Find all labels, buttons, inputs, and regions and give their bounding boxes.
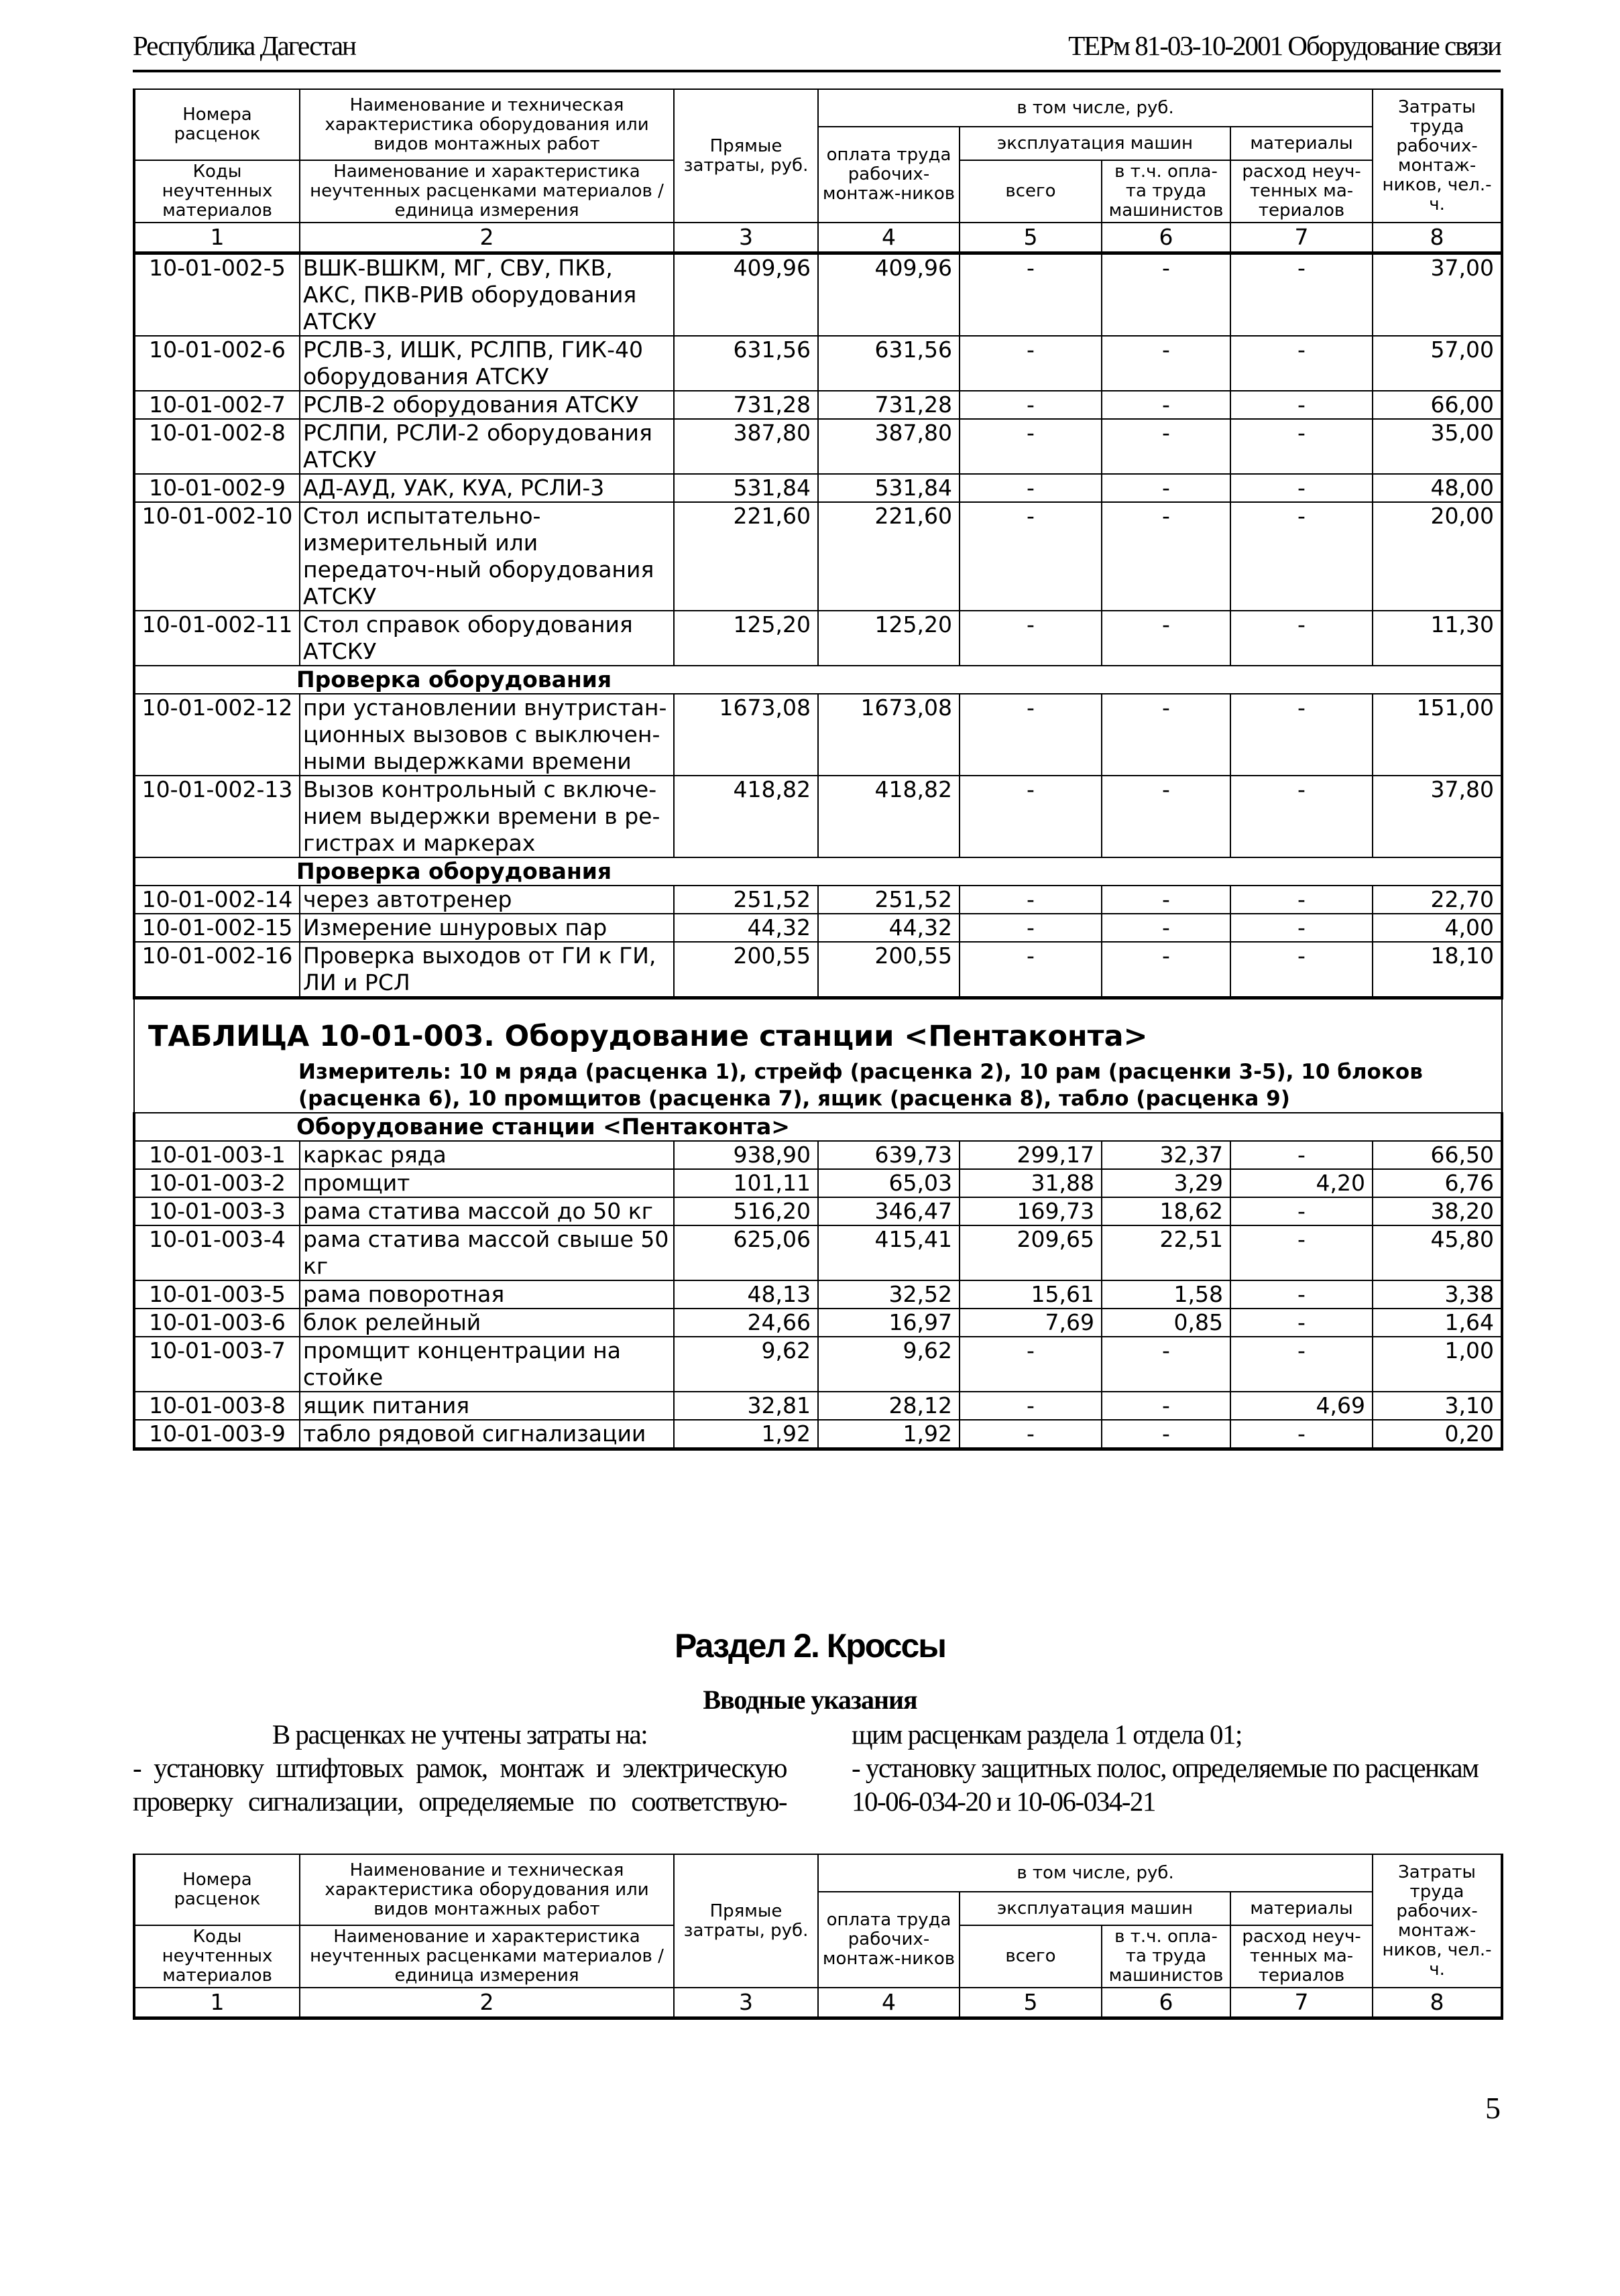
meter-label: Измеритель:: [298, 1060, 451, 1084]
labor-cost: 639,73: [818, 1141, 960, 1169]
direct-cost: 938,90: [674, 1141, 818, 1169]
direct-cost: 387,80: [674, 419, 818, 474]
materials-cost: -: [1230, 942, 1373, 998]
direct-cost: 221,60: [674, 502, 818, 611]
table-row: [134, 942, 1502, 998]
machine-labor-cost: 0,85: [1102, 1309, 1230, 1337]
labor-cost: 631,56: [818, 336, 960, 391]
table-row: [134, 1225, 1502, 1280]
labor-hours: 66,50: [1373, 1141, 1502, 1169]
machine-labor-cost: 22,51: [1102, 1225, 1230, 1280]
direct-cost: 24,66: [674, 1309, 818, 1337]
work-name: РСЛВ-3, ИШК, РСЛПВ, ГИК-40 оборудования АТСКУ: [300, 336, 674, 391]
column-number: 4: [818, 1988, 960, 2018]
labor-hours: 4,00: [1373, 914, 1502, 942]
work-name: ВШК-ВШКМ, МГ, СВУ, ПКВ, АКС, ПКВ-РИВ оборудования АТСКУ: [300, 253, 674, 337]
materials-cost: -: [1230, 1141, 1373, 1169]
table-row: [134, 253, 1502, 337]
machine-labor-cost: -: [1102, 914, 1230, 942]
materials-cost: -: [1230, 776, 1373, 857]
column-numbers-row: [134, 1988, 1502, 2018]
work-name: при установлении внутристан-ционных вызовов с выключен-ными выдержками времени: [300, 694, 674, 776]
column-number: 7: [1230, 1988, 1373, 2018]
machine-cost: -: [960, 942, 1102, 998]
machine-cost: -: [960, 1337, 1102, 1392]
machine-cost: 31,88: [960, 1169, 1102, 1197]
machine-cost: -: [960, 1420, 1102, 1449]
rates-table: [133, 88, 1503, 1451]
rate-code: 10-01-002-16: [134, 942, 300, 998]
machine-labor-cost: -: [1102, 694, 1230, 776]
labor-cost: 731,28: [818, 391, 960, 419]
direct-cost: 531,84: [674, 474, 818, 502]
machine-labor-cost: -: [1102, 1392, 1230, 1420]
labor-hours: 1,00: [1373, 1337, 1502, 1392]
machine-labor-cost: -: [1102, 942, 1230, 998]
direct-cost: 516,20: [674, 1197, 818, 1225]
rate-code: 10-01-003-4: [134, 1225, 300, 1280]
table-title: ТАБЛИЦА 10-01-003. Оборудование станции <Пентаконта>: [134, 998, 1502, 1059]
direct-cost: 631,56: [674, 336, 818, 391]
header-labor: оплата труда рабочих-монтаж-ников: [818, 127, 960, 223]
materials-cost: -: [1230, 1337, 1373, 1392]
table-row: [134, 474, 1502, 502]
machine-labor-cost: -: [1102, 419, 1230, 474]
page-number: 5: [1485, 2091, 1501, 2125]
labor-hours: 57,00: [1373, 336, 1502, 391]
column-number: 8: [1373, 223, 1502, 253]
column-number: 6: [1102, 223, 1230, 253]
crosses-table-header: [133, 1854, 1503, 2020]
subheading: Проверка оборудования: [134, 857, 1502, 886]
header-direct: Прямые затраты, руб.: [674, 1854, 818, 1988]
labor-cost: 32,52: [818, 1280, 960, 1309]
subheading-row: [134, 857, 1502, 886]
rate-code: 10-01-002-8: [134, 419, 300, 474]
work-name: ящик питания: [300, 1392, 674, 1420]
work-name: АД-АУД, УАК, КУА, РСЛИ-3: [300, 474, 674, 502]
header-codes-top: Номера расценок: [134, 1854, 300, 1925]
labor-hours: 37,00: [1373, 253, 1502, 337]
column-number: 1: [134, 223, 300, 253]
section-title: Раздел 2. Кроссы: [674, 1627, 945, 1665]
materials-cost: -: [1230, 1225, 1373, 1280]
table-row: [134, 1141, 1502, 1169]
work-name: Стол испытательно-измерительный или передаточ-ный оборудования АТСКУ: [300, 502, 674, 611]
header-materials: материалы: [1230, 1892, 1373, 1925]
header-materials-use: расход неуч-тенных ма-териалов: [1230, 160, 1373, 223]
materials-cost: 4,69: [1230, 1392, 1373, 1420]
header-codes-bottom: Коды неучтенных материалов: [134, 160, 300, 223]
work-name: табло рядовой сигнализации: [300, 1420, 674, 1449]
machine-cost: -: [960, 474, 1102, 502]
machine-cost: -: [960, 776, 1102, 857]
direct-cost: 1673,08: [674, 694, 818, 776]
column-number: 3: [674, 1988, 818, 2018]
direct-cost: 9,62: [674, 1337, 818, 1392]
header-materials-use: расход неуч-тенных ма-териалов: [1230, 1925, 1373, 1988]
machine-cost: -: [960, 253, 1102, 337]
table-row: [134, 1420, 1502, 1449]
labor-hours: 66,00: [1373, 391, 1502, 419]
table-row: [134, 1197, 1502, 1225]
direct-cost: 418,82: [674, 776, 818, 857]
labor-cost: 418,82: [818, 776, 960, 857]
machine-cost: -: [960, 502, 1102, 611]
header-hours: Затраты труда рабочих-монтаж-ников, чел.-ч.: [1373, 89, 1502, 223]
rate-code: 10-01-002-14: [134, 886, 300, 914]
machine-labor-cost: -: [1102, 336, 1230, 391]
machine-cost: -: [960, 1392, 1102, 1420]
materials-cost: -: [1230, 1420, 1373, 1449]
table-row: [134, 1337, 1502, 1392]
machine-labor-cost: 1,58: [1102, 1280, 1230, 1309]
work-name: Проверка выходов от ГИ к ГИ, ЛИ и РСЛ: [300, 942, 674, 998]
header-name-bottom: Наименование и характеристика неучтенных расценками материалов / единица измерения: [300, 1925, 674, 1988]
labor-hours: 6,76: [1373, 1169, 1502, 1197]
rate-code: 10-01-002-15: [134, 914, 300, 942]
machine-labor-cost: -: [1102, 1337, 1230, 1392]
rate-code: 10-01-002-9: [134, 474, 300, 502]
rate-code: 10-01-002-7: [134, 391, 300, 419]
column-number: 5: [960, 223, 1102, 253]
labor-cost: 251,52: [818, 886, 960, 914]
work-name: рама поворотная: [300, 1280, 674, 1309]
rate-code: 10-01-002-11: [134, 611, 300, 666]
table-row: [134, 914, 1502, 942]
table-row: [134, 776, 1502, 857]
direct-cost: 625,06: [674, 1225, 818, 1280]
machine-labor-cost: -: [1102, 474, 1230, 502]
labor-cost: 531,84: [818, 474, 960, 502]
rate-code: 10-01-003-1: [134, 1141, 300, 1169]
labor-cost: 221,60: [818, 502, 960, 611]
column-number: 2: [300, 223, 674, 253]
intro-left-column: [133, 1717, 787, 1818]
subheading: Проверка оборудования: [134, 666, 1502, 694]
running-header: [133, 29, 1501, 72]
labor-hours: 37,80: [1373, 776, 1502, 857]
machine-labor-cost: -: [1102, 611, 1230, 666]
machine-cost: 169,73: [960, 1197, 1102, 1225]
machine-labor-cost: 18,62: [1102, 1197, 1230, 1225]
work-name: блок релейный: [300, 1309, 674, 1337]
machine-cost: -: [960, 694, 1102, 776]
work-name: рама статива массой свыше 50 кг: [300, 1225, 674, 1280]
header-name-top: Наименование и техническая характеристика оборудования или видов монтажных работ: [300, 1854, 674, 1925]
direct-cost: 1,92: [674, 1420, 818, 1449]
table-row: [134, 611, 1502, 666]
machine-labor-cost: -: [1102, 1420, 1230, 1449]
header-codes-bottom: Коды неучтенных материалов: [134, 1925, 300, 1988]
materials-cost: -: [1230, 391, 1373, 419]
rate-code: 10-01-003-6: [134, 1309, 300, 1337]
intro-title: Вводные указания: [703, 1685, 917, 1715]
materials-cost: -: [1230, 1309, 1373, 1337]
machine-labor-cost: -: [1102, 776, 1230, 857]
direct-cost: 32,81: [674, 1392, 818, 1420]
table-row: [134, 1392, 1502, 1420]
work-name: промщит: [300, 1169, 674, 1197]
labor-cost: 1,92: [818, 1420, 960, 1449]
materials-cost: -: [1230, 886, 1373, 914]
rate-code: 10-01-002-12: [134, 694, 300, 776]
intro-right-column: [838, 1717, 1502, 1818]
rate-code: 10-01-003-9: [134, 1420, 300, 1449]
intro-paragraph: - установку штифтовых рамок, монтаж и электрическую проверку сигнализации, определяемые по соответствую-: [133, 1752, 787, 1817]
labor-hours: 22,70: [1373, 886, 1502, 914]
table-row: [134, 419, 1502, 474]
labor-hours: 3,38: [1373, 1280, 1502, 1309]
intro-paragraph: щим расценкам раздела 1 отдела 01;: [852, 1719, 1242, 1750]
materials-cost: -: [1230, 474, 1373, 502]
materials-cost: -: [1230, 611, 1373, 666]
materials-cost: -: [1230, 419, 1373, 474]
labor-hours: 151,00: [1373, 694, 1502, 776]
materials-cost: 4,20: [1230, 1169, 1373, 1197]
machine-labor-cost: -: [1102, 253, 1230, 337]
rate-code: 10-01-002-10: [134, 502, 300, 611]
intro-paragraph: - установку защитных полос, определяемые по расценкам 10-06-034-20 и 10-06-034-21: [852, 1752, 1479, 1817]
table-row: [134, 1169, 1502, 1197]
work-name: через автотренер: [300, 886, 674, 914]
intro-paragraph: В расценках не учтены затраты на:: [272, 1719, 648, 1750]
rate-code: 10-01-003-7: [134, 1337, 300, 1392]
machine-labor-cost: -: [1102, 502, 1230, 611]
machine-cost: -: [960, 336, 1102, 391]
materials-cost: -: [1230, 694, 1373, 776]
labor-hours: 18,10: [1373, 942, 1502, 998]
labor-cost: 409,96: [818, 253, 960, 337]
direct-cost: 101,11: [674, 1169, 818, 1197]
rate-code: 10-01-002-5: [134, 253, 300, 337]
table-title-row: [134, 998, 1502, 1059]
machine-cost: -: [960, 886, 1102, 914]
work-name: рама статива массой до 50 кг: [300, 1197, 674, 1225]
direct-cost: 731,28: [674, 391, 818, 419]
header-hours: Затраты труда рабочих-монтаж-ников, чел.-ч.: [1373, 1854, 1502, 1988]
header-materials: материалы: [1230, 127, 1373, 160]
direct-cost: 409,96: [674, 253, 818, 337]
table-row: [134, 694, 1502, 776]
subheading: Оборудование станции <Пентаконта>: [134, 1113, 1502, 1141]
header-mach-total: всего: [960, 160, 1102, 223]
machine-labor-cost: -: [1102, 886, 1230, 914]
rate-code: 10-01-002-13: [134, 776, 300, 857]
work-name: Стол справок оборудования АТСКУ: [300, 611, 674, 666]
column-number: 2: [300, 1988, 674, 2018]
labor-cost: 200,55: [818, 942, 960, 998]
table-row: [134, 336, 1502, 391]
table-row: [134, 1280, 1502, 1309]
materials-cost: -: [1230, 253, 1373, 337]
rate-code: 10-01-002-6: [134, 336, 300, 391]
labor-hours: 1,64: [1373, 1309, 1502, 1337]
direct-cost: 251,52: [674, 886, 818, 914]
meter-cell: [134, 1059, 1502, 1113]
direct-cost: 48,13: [674, 1280, 818, 1309]
labor-cost: 44,32: [818, 914, 960, 942]
direct-cost: 125,20: [674, 611, 818, 666]
labor-hours: 11,30: [1373, 611, 1502, 666]
header-machines: эксплуатация машин: [960, 127, 1230, 160]
machine-labor-cost: -: [1102, 391, 1230, 419]
labor-hours: 45,80: [1373, 1225, 1502, 1280]
column-number: 8: [1373, 1988, 1502, 2018]
header-machines: эксплуатация машин: [960, 1892, 1230, 1925]
materials-cost: -: [1230, 1197, 1373, 1225]
meter-text: 10 м ряда (расценка 1), стрейф (расценка 2), 10 рам (расценки 3-5), 10 блоков (расценка 6), 10 промщитов (расценка 7), ящик (расценка 8), табло (расценка 9): [298, 1060, 1423, 1111]
materials-cost: -: [1230, 914, 1373, 942]
running-header-right: ТЕРм 81-03-10-2001 Оборудование связи: [1068, 30, 1501, 61]
labor-hours: 38,20: [1373, 1197, 1502, 1225]
machine-cost: 209,65: [960, 1225, 1102, 1280]
table-row: [134, 1309, 1502, 1337]
labor-cost: 9,62: [818, 1337, 960, 1392]
header-name-top: Наименование и техническая характеристика оборудования или видов монтажных работ: [300, 89, 674, 160]
labor-hours: 3,10: [1373, 1392, 1502, 1420]
header-name-bottom: Наименование и характеристика неучтенных расценками материалов / единица измерения: [300, 160, 674, 223]
header-mach-labor: в т.ч. опла-та труда машинистов: [1102, 1925, 1230, 1988]
rate-code: 10-01-003-2: [134, 1169, 300, 1197]
header-group: в том числе, руб.: [818, 89, 1373, 127]
subheading-row: [134, 1113, 1502, 1141]
labor-hours: 20,00: [1373, 502, 1502, 611]
machine-cost: 7,69: [960, 1309, 1102, 1337]
labor-cost: 387,80: [818, 419, 960, 474]
machine-cost: -: [960, 419, 1102, 474]
materials-cost: -: [1230, 1280, 1373, 1309]
column-numbers-row: [134, 223, 1502, 253]
machine-cost: -: [960, 914, 1102, 942]
machine-cost: -: [960, 391, 1102, 419]
table-row: [134, 886, 1502, 914]
machine-cost: 15,61: [960, 1280, 1102, 1309]
subheading-row: [134, 666, 1502, 694]
rate-code: 10-01-003-5: [134, 1280, 300, 1309]
table-row: [134, 502, 1502, 611]
labor-hours: 48,00: [1373, 474, 1502, 502]
labor-cost: 346,47: [818, 1197, 960, 1225]
column-number: 3: [674, 223, 818, 253]
work-name: РСЛВ-2 оборудования АТСКУ: [300, 391, 674, 419]
rate-code: 10-01-003-8: [134, 1392, 300, 1420]
work-name: РСЛПИ, РСЛИ-2 оборудования АТСКУ: [300, 419, 674, 474]
direct-cost: 44,32: [674, 914, 818, 942]
labor-hours: 0,20: [1373, 1420, 1502, 1449]
header-mach-total: всего: [960, 1925, 1102, 1988]
column-number: 6: [1102, 1988, 1230, 2018]
header-mach-labor: в т.ч. опла-та труда машинистов: [1102, 160, 1230, 223]
labor-cost: 125,20: [818, 611, 960, 666]
work-name: Вызов контрольный с включе-нием выдержки времени в ре-гистрах и маркерах: [300, 776, 674, 857]
table-row: [134, 391, 1502, 419]
materials-cost: -: [1230, 502, 1373, 611]
work-name: Измерение шнуровых пар: [300, 914, 674, 942]
header-direct: Прямые затраты, руб.: [674, 89, 818, 223]
labor-cost: 415,41: [818, 1225, 960, 1280]
column-number: 7: [1230, 223, 1373, 253]
header-group: в том числе, руб.: [818, 1854, 1373, 1892]
labor-cost: 28,12: [818, 1392, 960, 1420]
column-number: 5: [960, 1988, 1102, 2018]
labor-hours: 35,00: [1373, 419, 1502, 474]
materials-cost: -: [1230, 336, 1373, 391]
direct-cost: 200,55: [674, 942, 818, 998]
running-header-left: Республика Дагестан: [133, 30, 355, 61]
column-number: 4: [818, 223, 960, 253]
machine-cost: 299,17: [960, 1141, 1102, 1169]
machine-labor-cost: 3,29: [1102, 1169, 1230, 1197]
labor-cost: 65,03: [818, 1169, 960, 1197]
header-labor: оплата труда рабочих-монтаж-ников: [818, 1892, 960, 1988]
work-name: каркас ряда: [300, 1141, 674, 1169]
work-name: промщит концентрации на стойке: [300, 1337, 674, 1392]
labor-cost: 1673,08: [818, 694, 960, 776]
labor-cost: 16,97: [818, 1309, 960, 1337]
column-number: 1: [134, 1988, 300, 2018]
machine-labor-cost: 32,37: [1102, 1141, 1230, 1169]
meter-row: [134, 1059, 1502, 1113]
header-codes-top: Номера расценок: [134, 89, 300, 160]
rate-code: 10-01-003-3: [134, 1197, 300, 1225]
machine-cost: -: [960, 611, 1102, 666]
